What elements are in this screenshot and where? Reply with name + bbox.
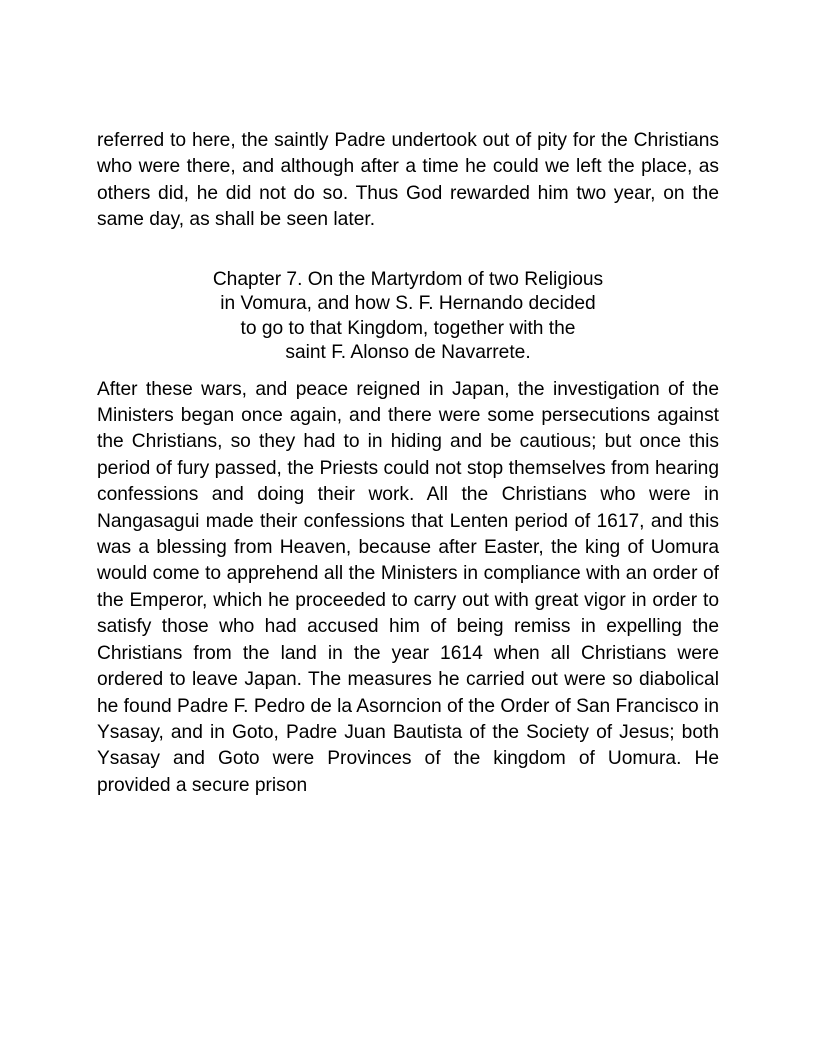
page-content xyxy=(97,128,719,799)
chapter-heading-line: Chapter 7. On the Martyrdom of two Religious xyxy=(212,268,604,290)
chapter-heading-line: to go to that Kingdom, together with the xyxy=(240,317,576,339)
chapter-heading-line: saint F. Alonso de Navarrete. xyxy=(285,342,531,364)
paragraph-1: referred to here, the saintly Padre undertook out of pity for the Christians who were there, and although after a time he could we left the place, as others did, he did not do so. Thus God rewarded him two year, on the same day, as shall be seen later. xyxy=(97,130,719,231)
chapter-heading-line: in Vomura, and how S. F. Hernando decided xyxy=(220,293,596,315)
chapter-heading xyxy=(97,268,719,366)
paragraph-2: After these wars, and peace reigned in Japan, the investigation of the Ministers began once again, and there were some persecutions against the Christians, so they had to in hiding and be cautious; but once this period of fury passed, the Priests could not stop themselves from hearing confessions and doing their work. All the Christians who were in Nangasagui made their confessions that Lenten period of 1617, and this was a blessing from Heaven, because after Easter, the king of Uomura would come to apprehend all the Ministers in compliance with an order of the Emperor, which he proceeded to carry out with great vigor in order to satisfy those who had accused him of being remiss in expelling the Christians from the land in the year 1614 when all Christians were ordered to leave Japan. The measures he carried out were so diabolical he found Padre F. Pedro de la Asorncion of the Order of San Francisco in Ysasay, and in Goto, Padre Juan Bautista of the Society of Jesus; both Ysasay and Goto were Provinces of the kingdom of Uomura. He provided a secure prison xyxy=(97,378,719,796)
